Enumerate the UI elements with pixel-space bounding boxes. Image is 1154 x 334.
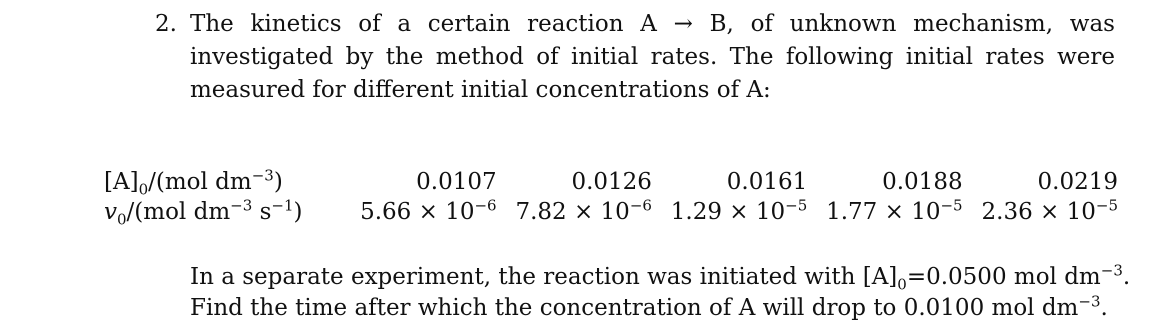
rate-cell: $7.82 \times 10^{-6}$ <box>515 196 652 225</box>
rate-cell: $1.29 \times 10^{-5}$ <box>670 196 808 225</box>
concentration-cell: 0.0107 <box>416 169 497 195</box>
rate-row-label: $v_0/(mol$ $dm^{-3}$ $s^{-1}$) <box>104 196 303 229</box>
problem-intro: The kinetics of a certain reaction A → B, of unknown mechanism, was investigated by the method of initial rates. The following initial rates were measured for different initial concentrations of A: <box>190 11 1115 103</box>
concentration-cell: 0.0188 <box>882 169 963 195</box>
problem-statement <box>155 8 1115 107</box>
followup-line-2: Find the time after which the concentration of A will drop to 0.0100 mol $dm^{-3}$. <box>190 292 1108 321</box>
concentration-cell: 0.0126 <box>571 169 652 195</box>
concentration-row-label: $[A]_0/(mol$ $dm^{-3}$) <box>104 166 283 199</box>
problem-number: 2. <box>155 11 177 37</box>
initial-rates-table <box>104 167 1118 227</box>
concentration-cell: 0.0219 <box>1037 169 1118 195</box>
rate-row <box>104 197 1118 227</box>
rate-cell: $2.36 \times 10^{-5}$ <box>981 196 1118 225</box>
followup-line-1: In a separate experiment, the reaction was initiated with $[A]_0=0.0500$ mol $dm^{-3}$. <box>190 261 1131 294</box>
rate-cell: $5.66 \times 10^{-6}$ <box>360 196 497 225</box>
rate-cell: $1.77 \times 10^{-5}$ <box>826 196 963 225</box>
concentration-row <box>104 167 1118 197</box>
followup-question <box>190 262 1150 324</box>
concentration-cell: 0.0161 <box>726 169 808 195</box>
